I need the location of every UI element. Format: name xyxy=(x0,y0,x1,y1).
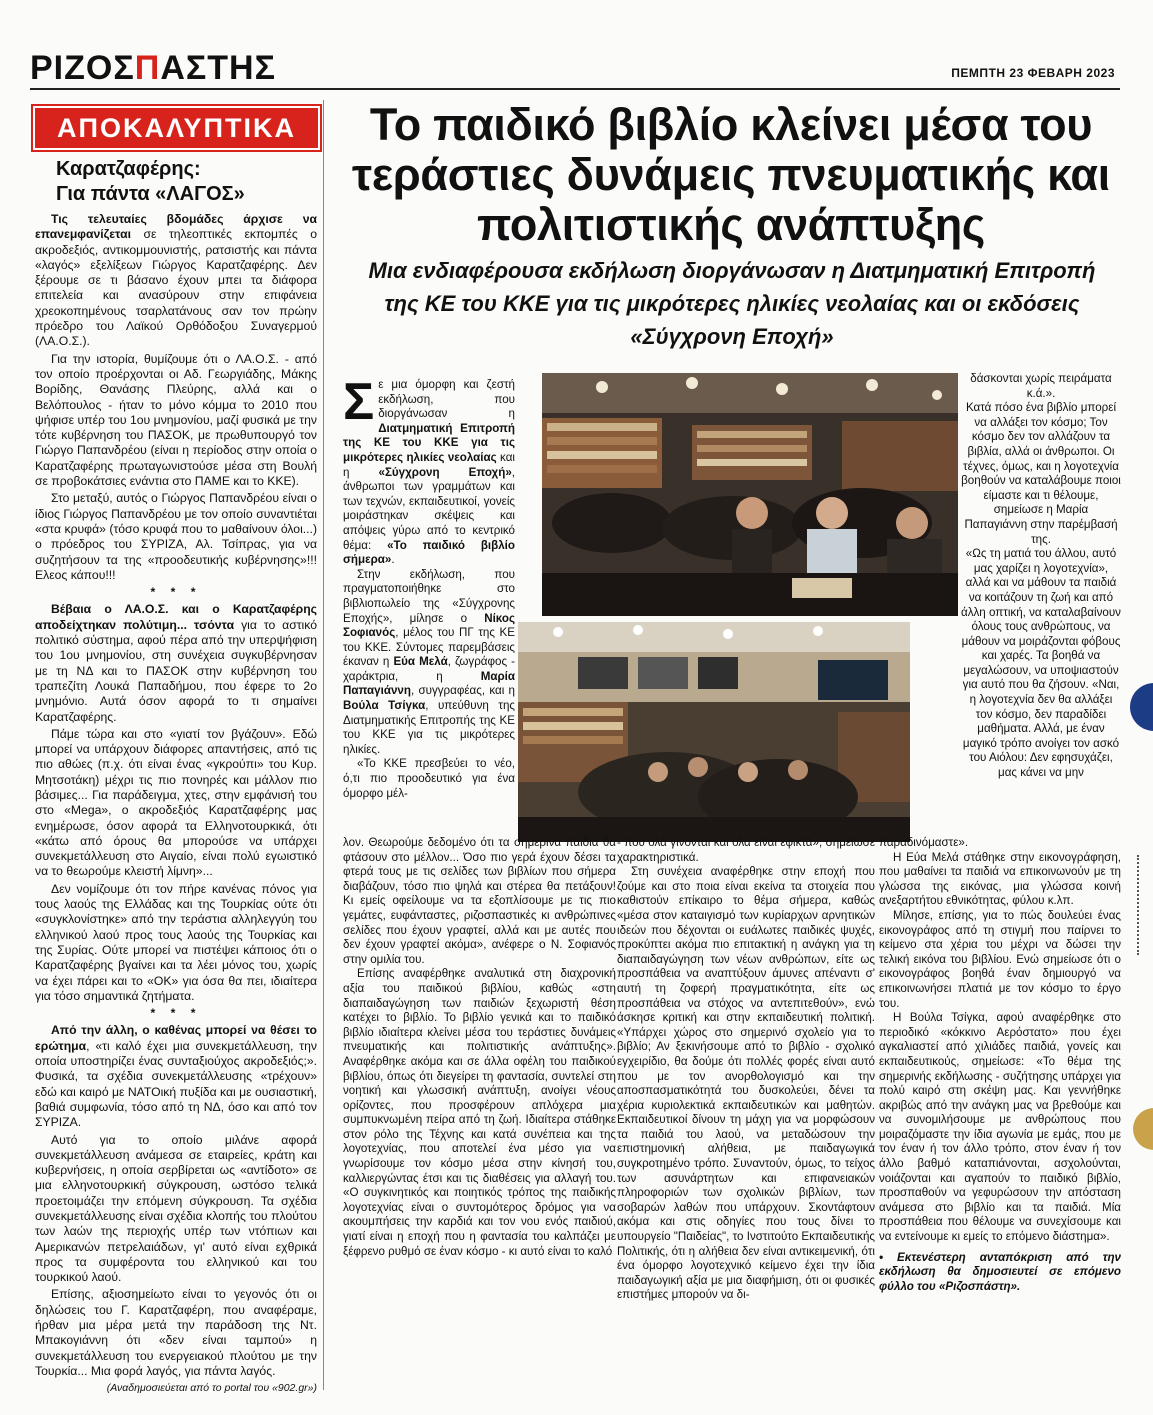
article-column-3: - που όλα γίνονται και όλα είναι εφικτά», σημείωσε χαρακτηριστικά. Στη συνέχεια αναφέρθηκε στην εποχή που ζούμε και στο ποια είναι εκείνα τα στοιχεία που καθιστούν επίκαιρο το θέμα σήμερα, καθώς «μέσα στον καταιγισμό των κυρίαρχων αρνητικών ιδεών που δέχονται οι ευάλωτες παιδικές ψυχές, προκύπτει ακόμα πιο επιτακτική η ανάγκη για τη διαπαιδαγώγηση των νέων ανθρώπων, είτε ως προσπάθεια να αναπτύξουν άμυνες απέναντι σ' αυτή τη ζοφερή πραγματικότητα, είτε ως προσπάθεια να στόχος να αντεπιτεθούν», ενώ άσκησε κριτική και στην εκπαιδευτική πολιτική. «Υπάρχει χώρος στο σημερινό σχολείο για το βιβλίο; Αν ξεκινήσουμε από το βιβλίο - σχολικό εγχειρίδιο, θα δούμε ότι πολλές φορές είναι αυτό που με τον ανορθολογισμό και την αποσπασματικότητά του δυσκολεύει, δένει τα χέρια κυριολεκτικά εκπαιδευτικών και μαθητών. Εκπαιδευτικοί δίνουν τη μάχη για να μορφώσουν τα παιδιά του λαού, να μεταδώσουν την επιστημονική αλήθεια, με παιδαγωγικά συγκροτημένο τρόπο. Συναντούν, όμως, το τείχος των ασυνάρτητων και επιφανειακών πληροφοριών των σχολικών βιβλίων, των σοβαρών λαθών που υπάρχουν. Σκοντάφτουν ακόμα και στις οδηγίες που τους δίνει το υπουργείο "Παιδείας", το Ινστιτούτο Εκπαιδευτικής Πολιτικής, ότι η αλήθεια δεν είναι αντικειμενική, ότι ένα όμορφο λογοτεχνικό κείμενο έχει την ίδια παιδαγωγική αξία με μια διαφήμιση, ότι οι φυσικές επιστήμες μπορούν να δι- xyxy=(617,836,875,1302)
event-photo-room xyxy=(518,622,910,842)
page-edge-tab-gold xyxy=(1133,1108,1153,1150)
page-edge-binding xyxy=(1137,855,1149,955)
sidebar-body: Τις τελευταίες βδομάδες άρχισε να επανεμφανίζεται σε τηλεοπτικές εκπομπές ο ακροδεξιός, αντικομμουνιστής, ρατσιστής και πάντα «λαγός» εξελίξεων Γιώργος Καρατζαφέρης. Δεν ξέρουμε σε τι βάσανο έχουν μπει τα διάφορα επιτελεία και ανασύρουν στην επιφάνεια χρεοκοπημένους τσαρλατάνους σαν τον πρώην πρόεδρο του Λαϊκού Ορθόδοξου Συναγερμού (ΛΑ.Ο.Σ.). Για την ιστορία, θυμίζουμε ότι ο ΛΑ.Ο.Σ. - από τον οποίο προέρχονται οι Αδ. Γεωργιάδης, Μάκης Βορίδης, Θανάσης Πλεύρης, αλλά και ο Βελόπουλος - ήταν το μόνο κόμμα το 2010 που ψήφισε υπέρ του 1ου μνημονίου, μαζί φυσικά με την τότε κυβέρνηση του ΠΑΣΟΚ, με πρωθυπουργό τον Γιώργο Παπανδρέου (είναι η περίοδος στην οποία ο Καρατζαφέρης πρωταγωνιστούσε μέσα στη Βουλή σε προβοκάτσιες ενάντια στο ΠΑΜΕ και το ΚΚΕ). Στο μεταξύ, αυτός ο Γιώργος Παπανδρέου είναι ο ίδιος Γιώργος Παπανδρέου με τον οποίο συναντιέται «στα κρυφά» (τόσο κρυφά που το μαθαίνουν όλοι...) ο πρόεδρος του ΣΥΡΙΖΑ, Αλ. Τσίπρας, για να συζητήσουν τα της «προοδευτικής κυβέρνησης»!!! Ελεος κάπου!!! * * * Βέβαια ο ΛΑ.Ο.Σ. και ο Καρατζαφέρης αποδείχτηκαν πολύτιμη... τσόντα για το αστικό πολιτικό σύστημα, αφού πέρα από την υπερψήφιση του 1ου μνημονίου, στη συνέχεια συγκυβέρνησαν με τη ΝΔ και το ΠΑΣΟΚ στην κυβέρνηση του τραπεζίτη Λουκά Παπαδήμου, που έφερε το 2ο μνημόνιο. Αυτά όσον αφορά το τι σημαίνει Καρατζαφέρης. Πάμε τώρα και στο «γιατί τον βγάζουν». Εδώ μπορεί να υπάρχουν διάφορες απαντήσεις, από τις πιο αθώες (π.χ. ότι είναι ένας «γκρούπι» του Κυρ. Μητσοτάκη) μέχρι τις πιο πονηρές και μάλλον πιο βάσιμες... Για παράδειγμα, χτες, στην εμφάνισή του στο «Mega», ο ακροδεξιός Καρατζαφέρης μας ενημέρωσε, όσον αφορά τα Ελληνοτουρκικά, ότι «κάτω από όρους θα μπορούσε να υπάρχει συνεκμετάλλευση στο Αιγαίο, είναι πολύ εγωιστικό να το θεωρούμε κλειστή λίμνη»... Δεν νομίζουμε ότι τον πήρε κανένας πόνος για τους λαούς της Ελλάδας και της Τουρκίας ούτε ότι «συγκλονίστηκε» από την τεράστια αλληλεγγύη του ελληνικού λαού προς τους λαούς της Τουρκίας και της Συρίας. Ούτε μπορεί να πιστέψει κάποιος ότι ο Καρατζαφέρης βγαίνει και τα λέει μόνος του, χωρίς να έχει πάρει και το «ΟΚ» για όσα θα πει, ιδιαίτερα για τόσο σημαντικά ζητήματα. * * * Από την άλλη, ο καθένας μπορεί να θέσει το ερώτημα, «τι καλό έχει μια συνεκμετάλλευση, την οποία υποστηρίζει ένας συνταξιούχος ακροδεξιός;». Φυσικά, τα σχέδια συνεκμετάλλευσης «τρέχουν» εδώ και καιρό με ΝΑΤΟική πυξίδα και με ουσιαστική, βαθιά συμφωνία, τόσο από τη ΝΔ, όσο και από τον ΣΥΡΙΖΑ. Αυτό για το οποίο μιλάνε αφορά συνεκμετάλλευση ανάμεσα σε εταιρείες, κράτη και κυβερνήσεις, η οποία σερβίρεται ως «αντίδοτο» σε μια ελληνοτουρκική σύγκρουση, ωστόσο τελικά προετοιμάζει την επόμενη σύγκρουση. Τα σχέδια συνεκμετάλλευσης είναι σχέδια κλοπής του πλούτου των λαών της περιοχής υπέρ των ντόπιων και Αμερικανών πετρελαιάδων, γι' αυτό είναι εχθρικά προς τα συμφέροντα του ελληνικού και του τουρκικού λαού. Επίσης, αξιοσημείωτο είναι το γεγονός ότι οι δηλώσεις του Γ. Καρατζαφέρη, που αναφέραμε, ήρθαν μια μέρα μετά την παράδοση της Ντ. Μπακογιάννη ότι «δεν είναι ταμπού» η συνεκμετάλλευση του ενεργειακού πλούτου με την Τουρκία... Μια φορά λαγός, για πάντα λαγός. (Αναδημοσιεύεται από το portal του «902.gr») xyxy=(35,212,317,1399)
article-headline: Το παιδικό βιβλίο κλείνει μέσα του τεράστιες δυνάμεις πνευματικής και πολιτιστικής ανάπτυξης xyxy=(352,99,1110,250)
issue-date: ΠΕΜΠΤΗ 23 ΦΕΒΑΡΗ 2023 xyxy=(951,66,1115,80)
article-column-1: Σε μια όμορφη και ζεστή εκδήλωση, που διοργάνωσαν η Διατμηματική Επιτροπή της ΚΕ του ΚΚΕ για τις μικρότερες ηλικίες νεολαίας και η «Σύγχρονη Εποχή», άνθρωποι των γραμμάτων και των τεχνών, εκπαιδευτικοί, γονείς μοιράστηκαν σκέψεις και απόψεις γύρω από το κεντρικό θέμα: «Το παιδικό βιβλίο σήμερα». Στην εκδήλωση, που πραγματοποιήθηκε στο βιβλιοπωλείο της «Σύγχρονης Εποχής», μίλησε ο Νίκος Σοφιανός, μέλος του ΠΓ της ΚΕ του ΚΚΕ. Σύντομες παρεμβάσεις έκαναν η Εύα Μελά, ζωγράφος - χαράκτρια, η Μαρία Παπαγιάννη, συγγραφέας, και η Βούλα Τσίγκα, υπεύθυνη της Διατμηματικής Επιτροπής της ΚΕ του ΚΚΕ για τις μικρότερες ηλικίες. «Το ΚΚΕ πρεσβεύει το νέο, ό,τι πιο προοδευτικό για ένα όμορφο μέλ- xyxy=(343,373,515,800)
top-rule xyxy=(30,88,1120,90)
follow-up-note: • Εκτενέστερη ανταπόκριση από την εκδήλωση θα δημοσιευτεί σε επόμενο φύλλο του «Ριζοσπάστη». xyxy=(879,1250,1121,1293)
event-photo-audience xyxy=(542,373,958,616)
sidebar-title: Καρατζαφέρης: Για πάντα «ΛΑΓΟΣ» xyxy=(56,158,245,205)
drop-cap: Σ xyxy=(343,373,375,431)
section-badge: ΑΠΟΚΑΛΥΠΤΙΚΑ xyxy=(33,106,320,150)
separator-stars: * * * xyxy=(150,1006,202,1021)
article-subhead: Μια ενδιαφέρουσα εκδήλωση διοργάνωσαν η Διατμηματική Επιτροπή της ΚΕ του ΚΚΕ για τις μικρότερες ηλικίες νεολαίας και οι εκδόσεις «Σύγχρονη Εποχή» xyxy=(368,258,1096,349)
masthead-logo: ΡΙΖΟΣΠΑΣΤΗΣ xyxy=(30,49,276,87)
article-column-2: λον. Θεωρούμε δεδομένο ότι τα σημερινά παιδιά θα φτάσουν στο μέλλον... Όσο πιο γερά έχουν δέσει τα φτερά τους με τις σελίδες των βιβλίων που σήμερα διαβάζουν, τόσο πιο ψηλά και στέρεα θα πετάξουν! Κι εμείς οφείλουμε να τα εξοπλίσουμε με τις πιο γεμάτες, ευφάνταστες, ριζοσπαστικές κι ανθρώπινες σελίδες που έχουν γραφτεί, αλλά και με αυτές που δεν έχουν γραφτεί ακόμα», ανέφερε ο Ν. Σοφιανός στην ομιλία του. Επίσης αναφέρθηκε αναλυτικά στη διαχρονική αξία του παιδικού βιβλίου, καθώς «στη διαπαιδαγώγηση των παιδιών ξεχωριστή θέση κατέχει το βιβλίο. Το βιβλίο γενικά και το παιδικό βιβλίο ιδιαίτερα κλείνει μέσα του τεράστιες δυνάμεις πνευματικής και πολιτιστικής ανάπτυξης». Αναφέρθηκε ακόμα και σε άλλα οφέλη του παιδικού βιβλίου, όπως ότι διεγείρει τη φαντασία, συντελεί στη νοητική και γλωσσική ανάπτυξη, ανοίγει νέους ορίζοντες, που προσφέρουν απλόχερα μια συμπυκνωμένη πείρα από τη ζωή. Ιδιαίτερα στάθηκε στον ρόλο της Τέχνης και κατά συνέπεια και της λογοτεχνίας, που αποτελεί ένα μέσο για να γνωρίσουμε τον κόσμο μέσα στην κίνησή του, καλλιεργώντας έτσι και τις διαθέσεις για αλλαγή του. «Ο συγκινητικός και ποιητικός τρόπος της παιδικής λογοτεχνίας είναι ο συντομότερος δρόμος για να ακουμπήσεις την καρδιά και τον νου ενός παιδιού, γιατί είναι η εποχή που η φαντασία του καλπάζει με ξέφρενο ρυθμό σε έναν κόσμο - κι αυτό είναι το καλό xyxy=(343,836,616,1258)
source-credit: (Αναδημοσιεύεται από το portal του «902.gr») xyxy=(106,1382,317,1395)
separator-stars: * * * xyxy=(150,585,202,600)
column-divider xyxy=(323,100,324,1390)
article-column-right-top: δάσκονται χωρίς πειράματα κ.ά.». Κατά πόσο ένα βιβλίο μπορεί να αλλάξει τον κόσμο; Τον κόσμο δεν τον αλλάζουν τα βιβλία, αλλά οι άνθρωποι. Οι τέχνες, όμως, και η λογοτεχνία βοηθούν να καταλάβουμε ποιοι είμαστε και τι θέλουμε, σημείωσε η Μαρία Παπαγιάννη στην παρέμβασή της. «Ως τη ματιά του άλλου, αυτό μας χαρίζει η λογοτεχνία», αλλά και να μάθουν τα παιδιά να κοιτάζουν τη ζωή και από άλλη οπτική, να καταλαβαίνουν όλους τους ανθρώπους, να μάθουν να μοιράζονται φόβους και χαρές. Τα βοηθά να μεγαλώσουν, να υποψιαστούν για αυτό που θα ζήσουν. «Ναι, η λογοτεχνία δεν θα αλλάξει τον κόσμο, δεν παραδίδει μαθήματα. Αλλά, με έναν μαγικό τρόπο ανοίγει τον ασκό του Αιόλου: Δεν εφησυχάζει, μας κάνει να μην xyxy=(961,372,1121,780)
page-edge-tab-blue xyxy=(1130,683,1153,731)
logo-emblem: Π xyxy=(134,49,161,87)
article-column-4: παραδινόμαστε». Η Εύα Μελά στάθηκε στην εικονογράφηση, που μαθαίνει τα παιδιά να επικοινωνούν με τη γλώσσα της εικόνας, μια γλώσσα κοινή ανεξαρτήτου εθνικότητας, φύλου κ.λπ. Μίλησε, επίσης, για το πώς δουλεύει ένας εικονογράφος από τη στιγμή που παίρνει το κείμενο στα χέρια του μέχρι να δώσει την τελική εικόνα του βιβλίου. Ενώ σημείωσε ότι ο εικονογράφος βοηθά έναν δημιουργό να επικοινωνήσει πλατιά με τον κόσμο το έργο του. Η Βούλα Τσίγκα, αφού αναφέρθηκε στο περιοδικό «κόκκινο Αερόστατο» που έχει αγκαλιαστεί από χιλιάδες παιδιά, γονείς και εκπαιδευτικούς, σημείωσε: «Το θέμα της σημερινής εκδήλωσης - συζήτησης υπάρχει για πολύ καιρό στη σκέψη μας. Και γεννήθηκε ακριβώς από την ανάγκη μας να βρεθούμε και να συνομιλήσουμε με ανθρώπους που μοιραζόμαστε την ίδια αγωνία με εμάς, που με τον έναν ή τον άλλο τρόπο, στον έναν ή τον άλλο βαθμό καταπιάνονται, ασχολούνται, νοιάζονται και αγαπούν το παιδικό βιβλίο, προσπαθούν να γεφυρώσουν την απόσταση ανάμεσα στο βιβλίο και τα παιδιά. Μία προσπάθεια που θέλουμε να συνεχίσουμε και να εντείνουμε κι εμείς το επόμενο διάστημα». • Εκτενέστερη ανταπόκριση από την εκδήλωση θα δημοσιευτεί σε επόμενο φύλλο του «Ριζοσπάστη». xyxy=(879,836,1121,1293)
